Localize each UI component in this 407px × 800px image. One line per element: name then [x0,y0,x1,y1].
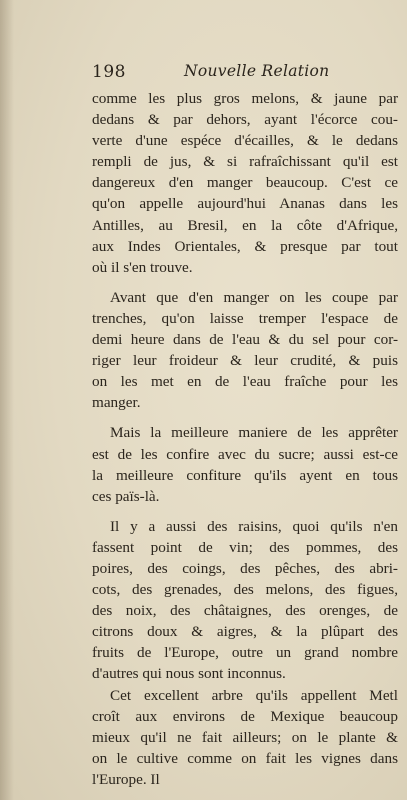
text-line: riger leur froideur & leur crudité, & puis [92,352,398,370]
binding-shadow [0,0,14,800]
text-line: trenches, qu'on laisse tremper l'espace de [92,309,398,327]
text-line: est de les confire avec du sucre; aussi est-ce [92,445,398,463]
text-line: dedans & par dehors, ayant l'écorce cou- [92,111,398,129]
text-line: verte d'une espéce d'écailles, & le dedans [92,132,398,150]
text-line: Mais la meilleure maniere de les apprêter [110,424,398,442]
text-line: on le cultive comme on fait les vignes dans [92,749,398,767]
paragraph [92,88,398,278]
text-line: fassent point de vin; des pommes, des [92,538,398,556]
text-line: d'autres qui nous sont inconnus. [92,665,286,683]
text-line: aux Indes Orientales, & presque par tout [92,237,398,255]
text-line: Antilles, au Bresil, en la côte d'Afrique, [92,216,398,234]
text-line: on les met en de l'eau fraîche pour les [92,373,398,391]
text-line: citrons doux & aigres, & la plûpart des [92,623,398,641]
text-line: qu'on appelle aujourd'hui Ananas dans les [92,195,398,213]
paragraph [92,287,398,414]
text-line: poires, des coings, des pêches, des abri- [92,559,398,577]
paragraph [92,516,398,685]
text-line: où il s'en trouve. [92,258,193,276]
page-header [92,62,392,84]
page-number: 198 [92,62,126,82]
text-line: dangereux d'en manger beaucoup. C'est ce [92,174,398,192]
text-line: Avant que d'en manger on les coupe par [110,288,398,306]
text-line: demi heure dans de l'eau & du sel pour cor- [92,331,398,349]
paragraph [92,685,398,790]
body-text [92,88,398,790]
text-line: des noix, des châtaignes, des orenges, de [92,602,398,620]
text-line: comme les plus gros melons, & jaune par [92,90,398,107]
paragraph [92,422,398,506]
text-line: Il y a aussi des raisins, quoi qu'ils n'en [110,517,398,535]
text-line: fruits de l'Europe, outre un grand nombre [92,644,398,662]
text-line: Cet excellent arbre qu'ils appellent Metl [110,686,398,704]
text-line: croît aux environs de Mexique beaucoup [92,707,398,725]
running-title: Nouvelle Relation [184,62,330,80]
text-line: l'Europe. Il [92,770,160,788]
text-line: manger. [92,394,141,412]
text-line: mieux qu'il ne fait ailleurs; on le plante & [92,728,398,746]
text-line: la meilleure confiture qu'ils ayent en tous [92,466,398,484]
text-line: ces païs-là. [92,487,160,505]
text-line: rempli de jus, & si rafraîchissant qu'il est [92,153,398,171]
text-line: cots, des grenades, des melons, des figues, [92,581,398,599]
